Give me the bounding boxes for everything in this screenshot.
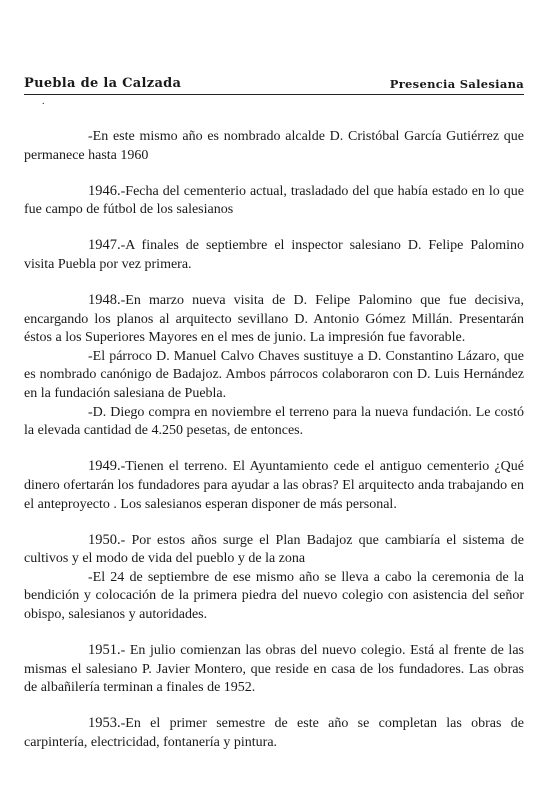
entry-1950 [24,531,524,625]
paragraph: 1950.- Por estos años surge el Plan Badajoz que cambiaría el sistema de cultivos y el modo de vida del pueblo y de la zona [24,531,524,567]
entry-1947 [24,236,524,274]
paragraph: 1949.-Tienen el terreno. El Ayuntamiento cede el antiguo cementerio ¿Qué dinero ofertarán los fundadores para ayudar a las obras? El arquitecto anda trabajando en el anteproyecto . Los salesianos esperan disponer de más personal. [24,458,524,512]
paragraph: -El párroco D. Manuel Calvo Chaves sustituye a D. Constantino Lázaro, que es nombrado canónigo de Badajoz. Ambos párrocos colaboraron con D. Luis Hernández en la fundación salesiana de Puebla. [24,348,524,402]
year-label: 1953. [88,715,121,732]
header-section-title: Presencia Salesiana [389,77,524,91]
paragraph: 1953.-En el primer semestre de este año se completan las obras de carpintería, electricidad, fontanería y pintura. [24,715,524,750]
entry-1949 [24,457,524,514]
stray-mark: . [42,96,45,107]
paragraph: 1946.-Fecha del cementerio actual, trasladado del que había estado en lo que fue campo de fútbol de los salesianos [24,182,524,218]
header-book-title: Puebla de la Calzada [24,76,182,91]
paragraph: -D. Diego compra en noviembre el terreno para la nueva fundación. Le costó la elevada cantidad de 4.250 pesetas, de entonces. [24,404,524,439]
year-label: 1948. [88,292,121,309]
paragraph: -El 24 de septiembre de ese mismo año se lleva a cabo la ceremonia de la bendición y colocación de la primera piedra del nuevo colegio con asistencia del señor obispo, salesianos y autoridades. [24,569,524,622]
paragraph: -En este mismo año es nombrado alcalde D. Cristóbal García Gutiérrez que permanece hasta 1960 [24,129,524,163]
entry-alcalde [24,128,524,165]
entry-1953 [24,714,524,752]
year-label: 1950. [88,531,121,548]
year-label: 1949. [88,458,121,475]
year-label: 1946. [88,182,121,199]
page-body [24,128,524,753]
entry-1948 [24,291,524,441]
entry-1946 [24,182,524,220]
year-label: 1947. [88,237,121,254]
paragraph: 1948.-En marzo nueva visita de D. Felipe Palomino que fue decisiva, encargando los planos al arquitecto sevillano D. Antonio Gómez Millán. Presentarán éstos a los Superiores Mayores en el mes de junio. La impresión fue favorable. [24,292,524,346]
header-rule [24,94,524,95]
year-label: 1951. [88,642,121,659]
running-header [24,76,524,91]
paragraph: 1947.-A finales de septiembre el inspector salesiano D. Felipe Palomino visita Puebla por vez primera. [24,237,524,272]
paragraph: 1951.- En julio comienzan las obras del nuevo colegio. Está al frente de las mismas el salesiano P. Javier Montero, que reside en casa de los fundadores. Las obras de albañilería terminan a finales de 1952. [24,642,524,696]
entry-1951 [24,641,524,698]
